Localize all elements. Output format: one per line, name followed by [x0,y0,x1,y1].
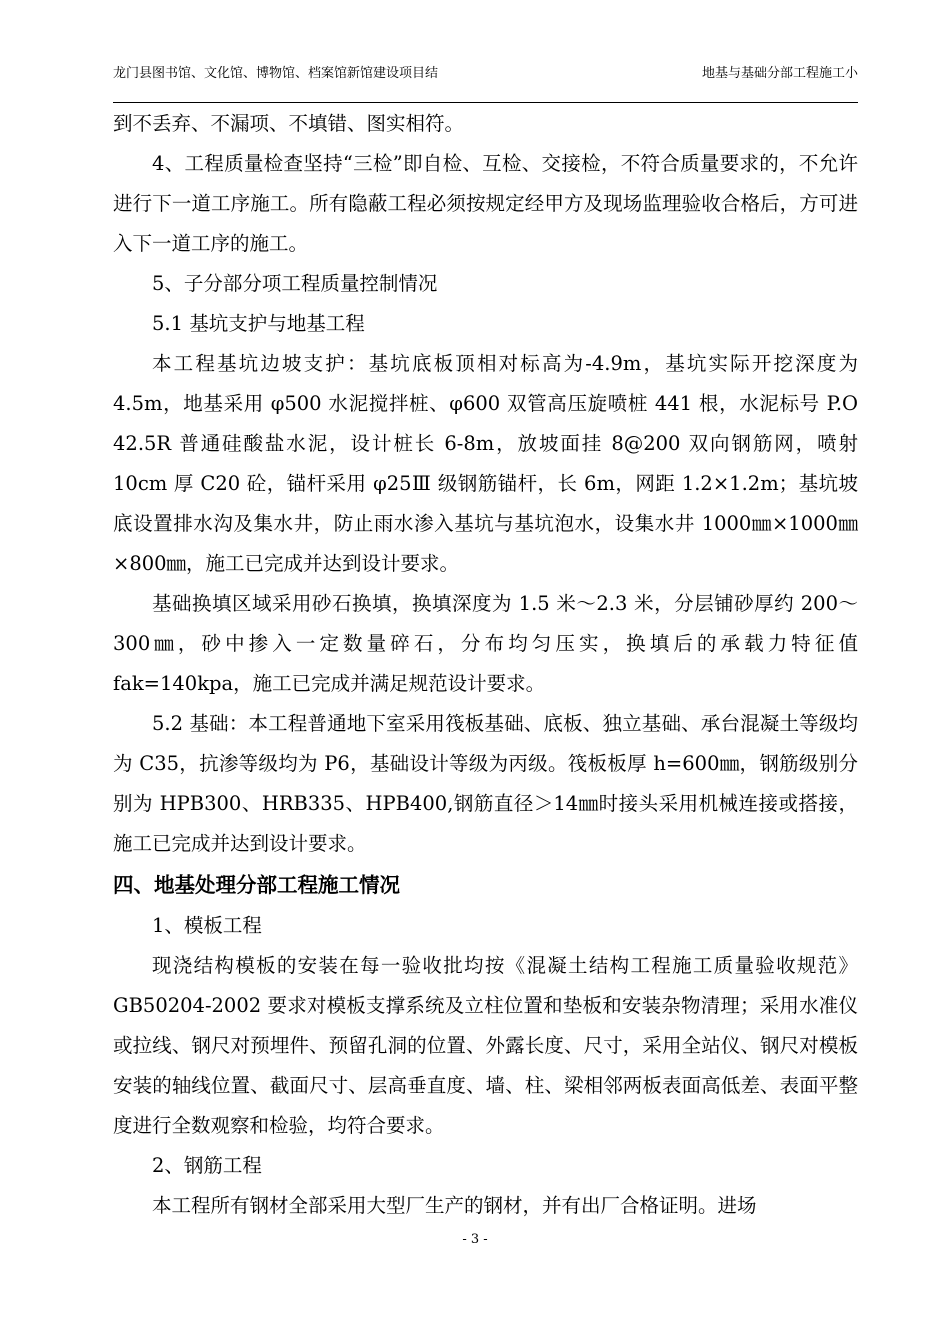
page-number: - 3 - [462,1232,488,1247]
paragraph: 现浇结构模板的安装在每一验收批均按《混凝土结构工程施工质量验收规范》GB50204-2002 要求对模板支撑系统及立柱位置和垫板和安装杂物清理；采用水准仪或拉线、钢尺对预埋件、预留孔洞的位置、外露长度、尺寸，采用全站仪、钢尺对模板安装的轴线位置、截面尺寸、层高垂直度、墙、柱、梁相邻两板表面高低差、表面平整度进行全数观察和检验，均符合要求。 [113,954,858,1137]
subheading: 2、钢筋工程 [152,1154,262,1177]
page-header [113,66,858,103]
subheading: 1、模板工程 [152,914,262,937]
paragraph: 5.2 基础：本工程普通地下室采用筏板基础、底板、独立基础、承台混凝土等级均为 C35，抗渗等级均为 P6，基础设计等级为丙级。筏板板厚 h=600㎜，钢筋级别分别为 HPB300、HRB335、HPB400,钢筋直径＞14㎜时接头采用机械连接或搭接，施工已完成并达到设计要求。 [113,712,858,855]
subheading: 5.1 基坑支护与地基工程 [152,312,365,335]
paragraph: 4、工程质量检查坚持“三检”即自检、互检、交接检，不符合质量要求的，不允许进行下一道工序施工。所有隐蔽工程必须按规定经甲方及现场监理验收合格后，方可进入下一道工序的施工。 [113,152,858,255]
section-heading: 四、地基处理分部工程施工情况 [113,873,400,897]
paragraph: 5、子分部分项工程质量控制情况 [152,272,438,295]
paragraph: 基础换填区域采用砂石换填，换填深度为 1.5 米～2.3 米，分层铺砂厚约 200～300㎜，砂中掺入一定数量碎石，分布均匀压实，换填后的承载力特征值 fak=140kpa，施工已完成并满足规范设计要求。 [113,592,858,695]
header-section-title: 地基与基础分部工程施工小 [701,66,858,81]
document-body [113,104,858,1226]
paragraph: 本工程基坑边坡支护：基坑底板顶相对标高为-4.9m，基坑实际开挖深度为 4.5m，地基采用 φ500 水泥搅拌桩、φ600 双管高压旋喷桩 441 根，水泥标号 P.O 42.5R 普通硅酸盐水泥，设计桩长 6-8m，放坡面挂 8@200 双向钢筋网，喷射 10cm 厚 C20 砼，锚杆采用 φ25Ⅲ 级钢筋锚杆，长 6m，网距 1.2×1.2m；基坑坡底设置排水沟及集水井，防止雨水渗入基坑与基坑泡水，设集水井 1000㎜×1000㎜×800㎜，施工已完成并达到设计要求。 [113,352,858,575]
header-project-title: 龙门县图书馆、文化馆、博物馆、档案馆新馆建设项目结 [113,66,439,81]
paragraph: 到不丢弃、不漏项、不填错、图实相符。 [113,112,465,135]
paragraph: 本工程所有钢材全部采用大型厂生产的钢材，并有出厂合格证明。进场 [152,1194,757,1217]
